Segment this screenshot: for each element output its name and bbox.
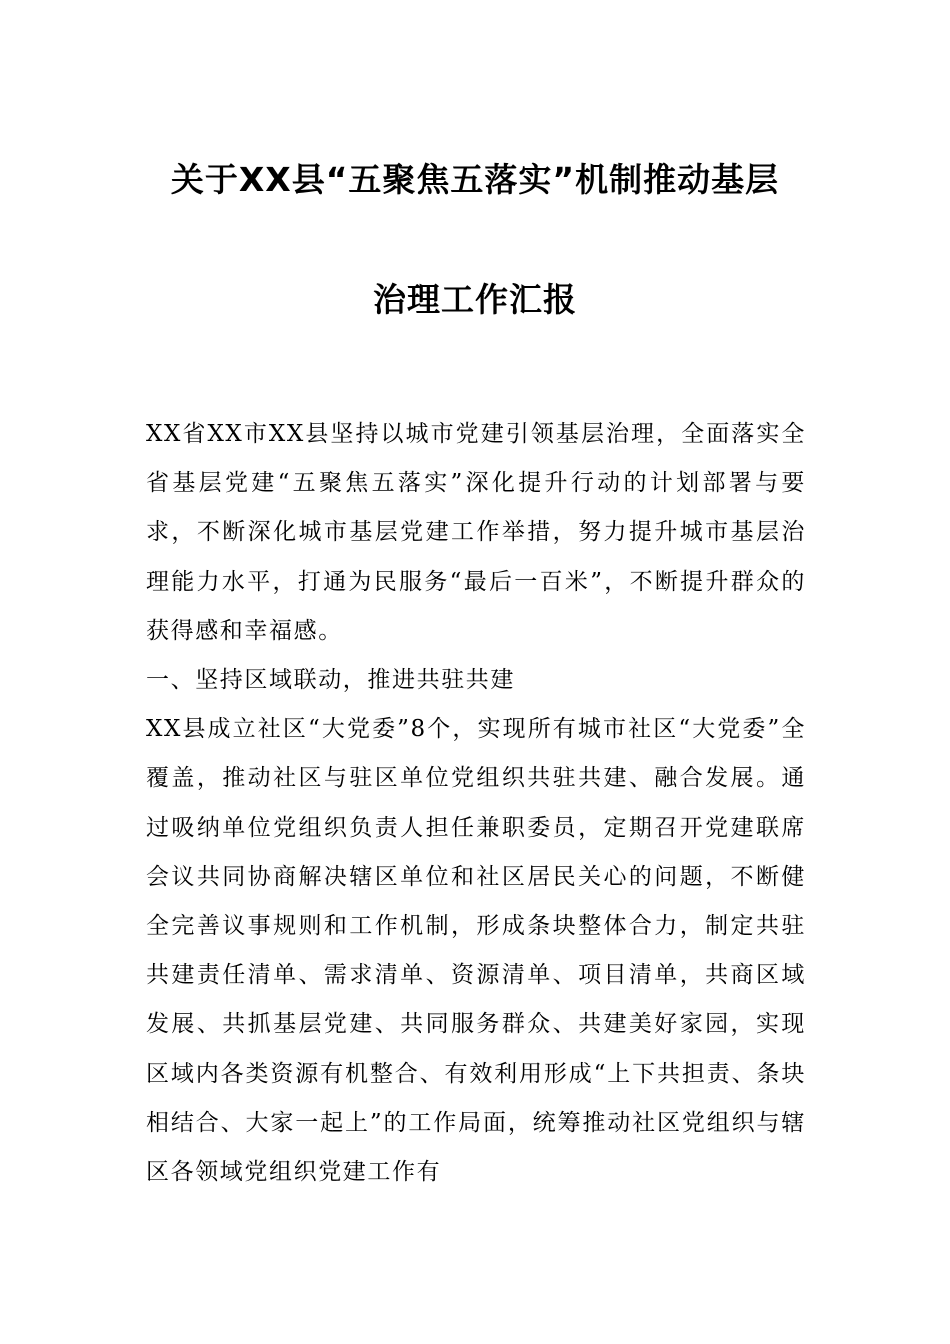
intro-paragraph: XX省XX市XX县坚持以城市党建引领基层治理，全面落实全省基层党建“五聚焦五落实”深化提升行动的计划部署与要求，不断深化城市基层党建工作举措，努力提升城市基层治理能力水平，打通为民服务“最后一百米”，不断提升群众的获得感和幸福感。 [146,421,806,644]
section-1-paragraph: XX县成立社区“大党委”8个，实现所有城市社区“大党委”全覆盖，推动社区与驻区单位党组织共驻共建、融合发展。通过吸纳单位党组织负责人担任兼职委员，定期召开党建联席会议共同协商解决辖区单位和社区居民关心的问题，不断健全完善议事规则和工作机制，形成条块整体合力，制定共驻共建责任清单、需求清单、资源清单、项目清单，共商区域发展、共抓基层党建、共同服务群众、共建美好家园，实现区域内各类资源有机整合、有效利用形成“上下共担责、条块相结合、大家一起上”的工作局面，统筹推动社区党组织与辖区各领域党组织党建工作有 [146,716,806,1186]
section-heading-1: 一、坚持区域联动，推进共驻共建 [146,667,515,694]
document-title-line-1: 关于XX县“五聚焦五落实”机制推动基层 [170,160,780,199]
document-title-line-2: 治理工作汇报 [373,280,577,319]
document-body [146,410,806,1197]
